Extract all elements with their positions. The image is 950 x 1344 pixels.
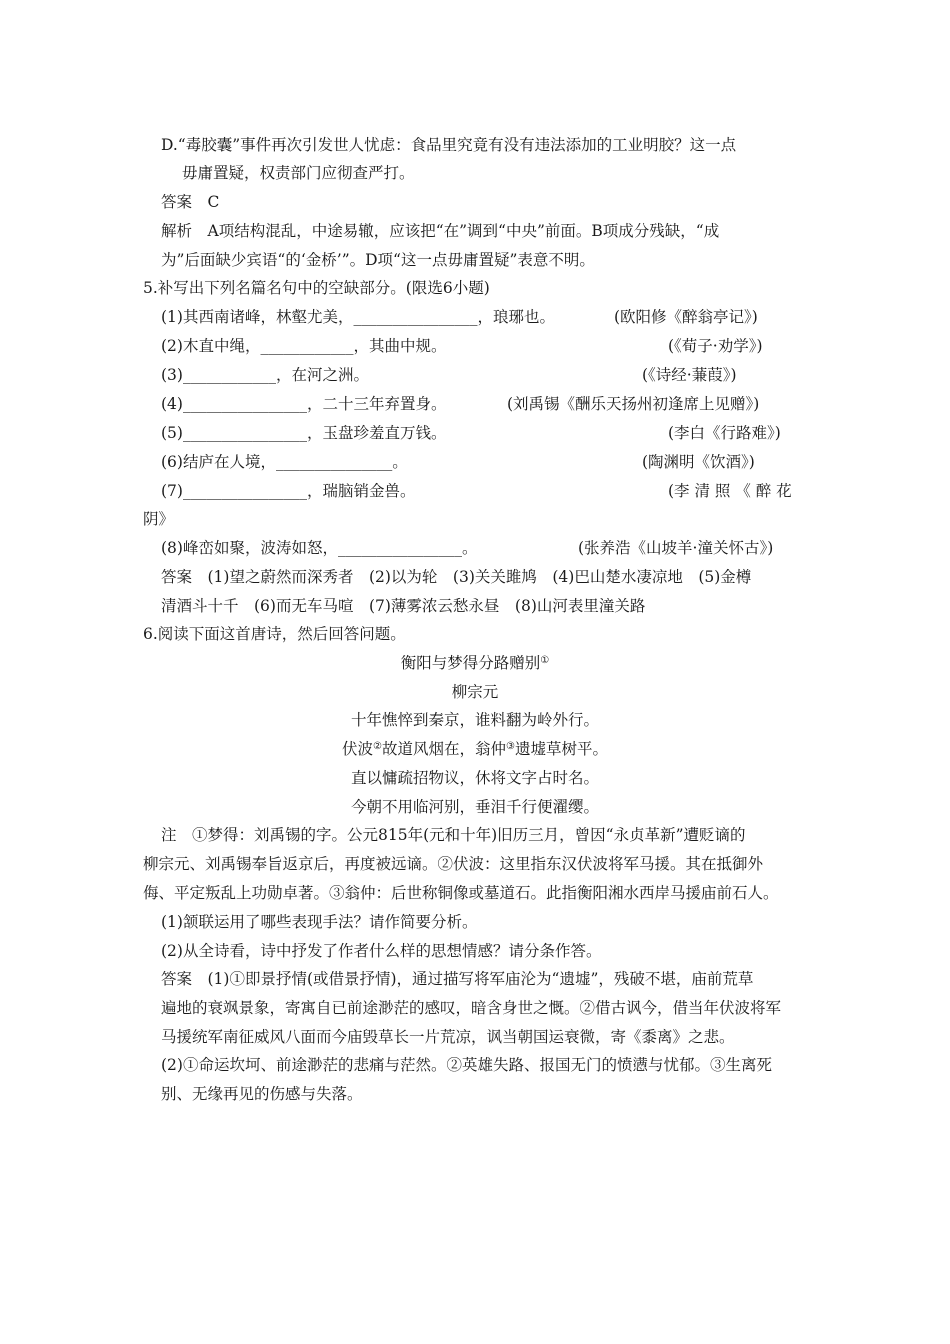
q5-item-5: (5)________________，玉盘珍羞直万钱。 xyxy=(161,424,447,442)
q5-item-7-source: (李 清 照 《 醉 花 xyxy=(668,482,792,500)
q5-item-3-source: (《诗经·蒹葭》) xyxy=(642,366,737,384)
option-d-line-1: D.“毒胶囊”事件再次引发世人忧虑：食品里究竟有没有违法添加的工业明胶？这一点 xyxy=(161,136,737,154)
q4-analysis-line-2: 为”后面缺少宾语“的‘金桥’”。D项“这一点毋庸置疑”表意不明。 xyxy=(161,251,595,269)
q6-answer-line-1: 答案 (1)①即景抒情(或借景抒情)，通过描写将军庙沦为“遗墟”，残破不堪，庙前荒草 xyxy=(161,970,754,988)
q5-item-6: (6)结庐在人境，_______________。 xyxy=(161,453,408,471)
poem-line-2-part-a: 伏波 xyxy=(342,740,374,758)
q5-item-6-source: (陶渊明《饮酒》) xyxy=(642,453,755,471)
note-mark-3: ③ xyxy=(506,741,515,752)
q6-question-1: (1)颔联运用了哪些表现手法？请作简要分析。 xyxy=(161,913,478,931)
q5-answer-line-2: 清酒斗十千 (6)而无车马喧 (7)薄雾浓云愁永昼 (8)山河表里潼关路 xyxy=(161,597,646,615)
q5-item-1-source: (欧阳修《醉翁亭记》) xyxy=(614,308,758,326)
q6-answer-line-3: 马援统军南征威风八面而今庙毁草长一片荒凉，讽当朝国运衰微，寄《黍离》之悲。 xyxy=(161,1028,735,1046)
q5-item-1: (1)其西南诸峰，林壑尤美，________________，琅琊也。 xyxy=(161,308,555,326)
poem-title-text: 衡阳与梦得分路赠别 xyxy=(400,654,541,672)
poem-line-1: 十年憔悴到秦京，谁料翻为岭外行。 xyxy=(350,711,599,729)
q5-item-8: (8)峰峦如聚，波涛如怒，________________。 xyxy=(161,539,478,557)
q5-answer-line-1: 答案 (1)望之蔚然而深秀者 (2)以为轮 (3)关关雎鸠 (4)巴山楚水凄凉地 (5)金樽 xyxy=(161,568,752,586)
poem-line-3: 直以慵疏招物议，休将文字占时名。 xyxy=(350,769,599,787)
option-d-line-2: 毋庸置疑，权责部门应彻查严打。 xyxy=(182,164,415,182)
poem-title-note-mark: ① xyxy=(540,655,550,666)
poem-author: 柳宗元 xyxy=(451,683,499,701)
q5-item-2: (2)木直中绳，____________，其曲中规。 xyxy=(161,337,447,355)
poem-line-4: 今朝不用临河别，垂泪千行便濯缨。 xyxy=(350,798,599,816)
q5-item-4-source: (刘禹锡《酬乐天扬州初逢席上见赠》) xyxy=(507,395,760,413)
q6-note-line-2: 柳宗元、刘禹锡奉旨返京后，再度被远谪。②伏波：这里指东汉伏波将军马援。其在抵御外 xyxy=(143,855,764,873)
q6-question-2: (2)从全诗看，诗中抒发了作者什么样的思想情感？请分条作答。 xyxy=(161,942,602,960)
note-mark-2: ② xyxy=(373,741,382,752)
q6-answer-line-5: 别、无缘再见的伤感与失落。 xyxy=(161,1085,363,1103)
q6-title: 6.阅读下面这首唐诗，然后回答问题。 xyxy=(143,625,406,643)
q6-note-line-1: 注 ①梦得：刘禹锡的字。公元815年(元和十年)旧历三月，曾因“永贞革新”遭贬谪的 xyxy=(161,826,746,844)
q5-item-8-source: (张养浩《山坡羊·潼关怀古》) xyxy=(578,539,774,557)
q5-title: 5.补写出下列名篇名句中的空缺部分。(限选6小题) xyxy=(143,279,490,297)
q4-answer: 答案 C xyxy=(161,193,220,211)
q5-item-3: (3)____________，在河之洲。 xyxy=(161,366,369,384)
q5-item-5-source: (李白《行路难》) xyxy=(668,424,781,442)
poem-title xyxy=(0,652,950,674)
q4-analysis-line-1: 解析 A项结构混乱，中途易辙，应该把“在”调到“中央”前面。B项成分残缺，“成 xyxy=(161,222,720,240)
q6-note-line-3: 侮、平定叛乱上功勋卓著。③翁仲：后世称铜像或墓道石。此指衡阳湘水西岸马援庙前石人。 xyxy=(143,884,779,902)
poem-line-2 xyxy=(0,738,950,760)
q5-item-7-continued: 阴》 xyxy=(143,510,175,528)
q5-item-7: (7)________________，瑞脑销金兽。 xyxy=(161,482,416,500)
q6-answer-line-2: 遍地的衰飒景象，寄寓自已前途渺茫的感叹，暗含身世之慨。②借古讽今，借当年伏波将军 xyxy=(161,999,782,1017)
q5-item-4: (4)________________，二十三年弃置身。 xyxy=(161,395,447,413)
poem-line-2-part-b: 故道风烟在，翁仲 xyxy=(381,740,506,758)
q5-item-2-source: (《荀子·劝学》) xyxy=(668,337,763,355)
q6-answer-line-4: (2)①命运坎坷、前途渺茫的悲痛与茫然。②英雄失路、报国无门的愤懑与忧郁。③生离死 xyxy=(161,1056,772,1074)
poem-line-2-part-c: 遗墟草树平。 xyxy=(514,740,608,758)
